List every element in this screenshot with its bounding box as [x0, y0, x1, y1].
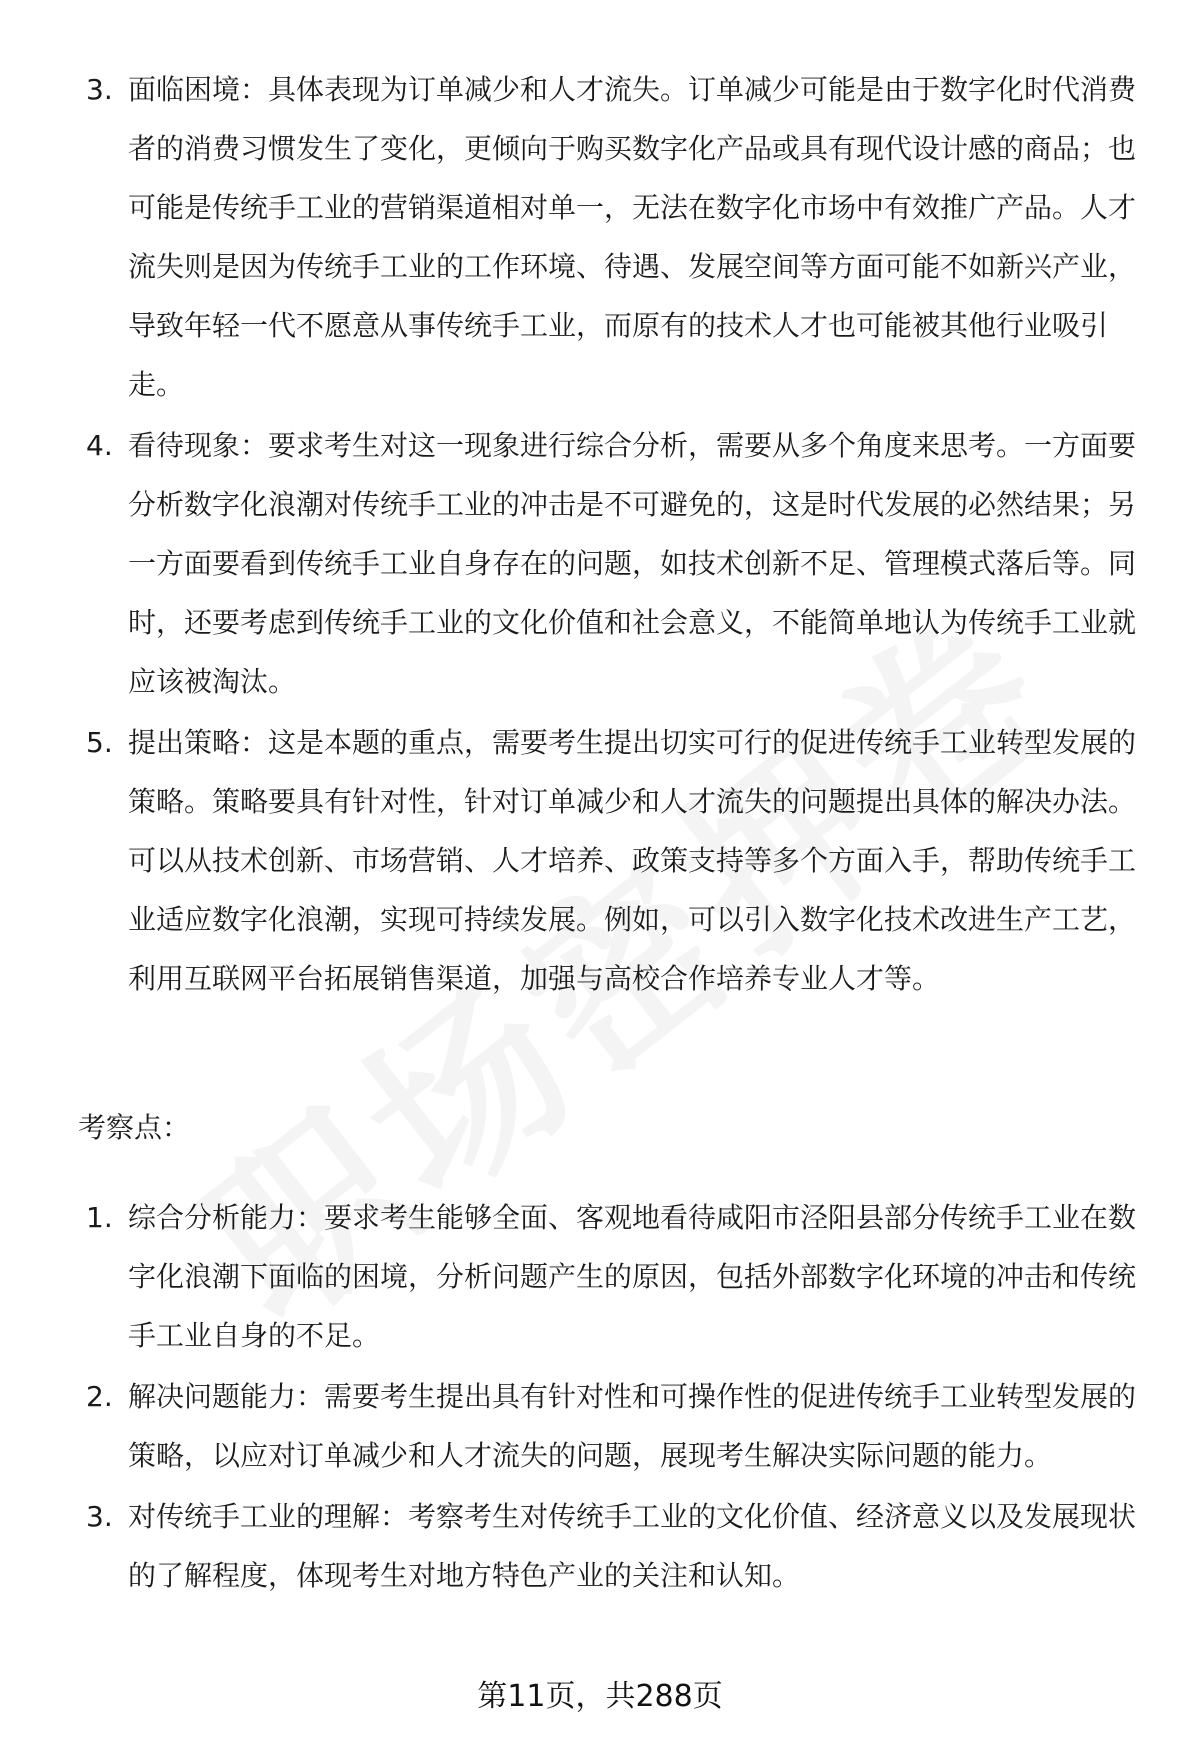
analysis-list [78, 60, 1140, 1010]
list-item-number: 4. [86, 429, 113, 462]
list-item-number: 5. [86, 726, 113, 759]
list-item [78, 1367, 1140, 1485]
key-points-list [78, 1188, 1140, 1607]
list-item [78, 416, 1140, 711]
list-item-text: 面临困境：具体表现为订单减少和人才流失。订单减少可能是由于数字化时代消费者的消费习惯发生了变化，更倾向于购买数字化产品或具有现代设计感的商品；也可能是传统手工业的营销渠道相对单一，无法在数字化市场中有效推广产品。人才流失则是因为传统手工业的工作环境、待遇、发展空间等方面可能不如新兴产业，导致年轻一代不愿意从事传统手工业，而原有的技术人才也可能被其他行业吸引走。 [128, 73, 1137, 401]
list-item-text: 看待现象：要求考生对这一现象进行综合分析，需要从多个角度来思考。一方面要分析数字化浪潮对传统手工业的冲击是不可避免的，这是时代发展的必然结果；另一方面要看到传统手工业自身存在的问题，如技术创新不足、管理模式落后等。同时，还要考虑到传统手工业的文化价值和社会意义，不能简单地认为传统手工业就应该被淘汰。 [128, 429, 1137, 698]
list-item-text: 对传统手工业的理解：考察考生对传统手工业的文化价值、经济意义以及发展现状的了解程度，体现考生对地方特色产业的关注和认知。 [128, 1500, 1137, 1592]
list-item-text: 解决问题能力：需要考生提出具有针对性和可操作性的促进传统手工业转型发展的策略，以应对订单减少和人才流失的问题，展现考生解决实际问题的能力。 [128, 1380, 1137, 1472]
list-item [78, 1487, 1140, 1605]
page-footer: 第11页，共288页 [477, 1679, 723, 1714]
section-title: 考察点： [78, 1111, 191, 1144]
list-item [78, 713, 1140, 1008]
list-item-text: 提出策略：这是本题的重点，需要考生提出切实可行的促进传统手工业转型发展的策略。策略要具有针对性，针对订单减少和人才流失的问题提出具体的解决办法。可以从技术创新、市场营销、人才培养、政策支持等多个方面入手，帮助传统手工业适应数字化浪潮，实现可持续发展。例如，可以引入数字化技术改进生产工艺，利用互联网平台拓展销售渠道，加强与高校合作培养专业人才等。 [128, 726, 1137, 995]
list-item [78, 1188, 1140, 1365]
list-item [78, 60, 1140, 414]
list-item-text: 综合分析能力：要求考生能够全面、客观地看待咸阳市泾阳县部分传统手工业在数字化浪潮下面临的困境，分析问题产生的原因，包括外部数字化环境的冲击和传统手工业自身的不足。 [128, 1201, 1137, 1352]
list-item-number: 2. [86, 1380, 113, 1413]
list-item-number: 1. [86, 1201, 113, 1234]
list-item-number: 3. [86, 1500, 113, 1533]
list-item-number: 3. [86, 73, 113, 106]
